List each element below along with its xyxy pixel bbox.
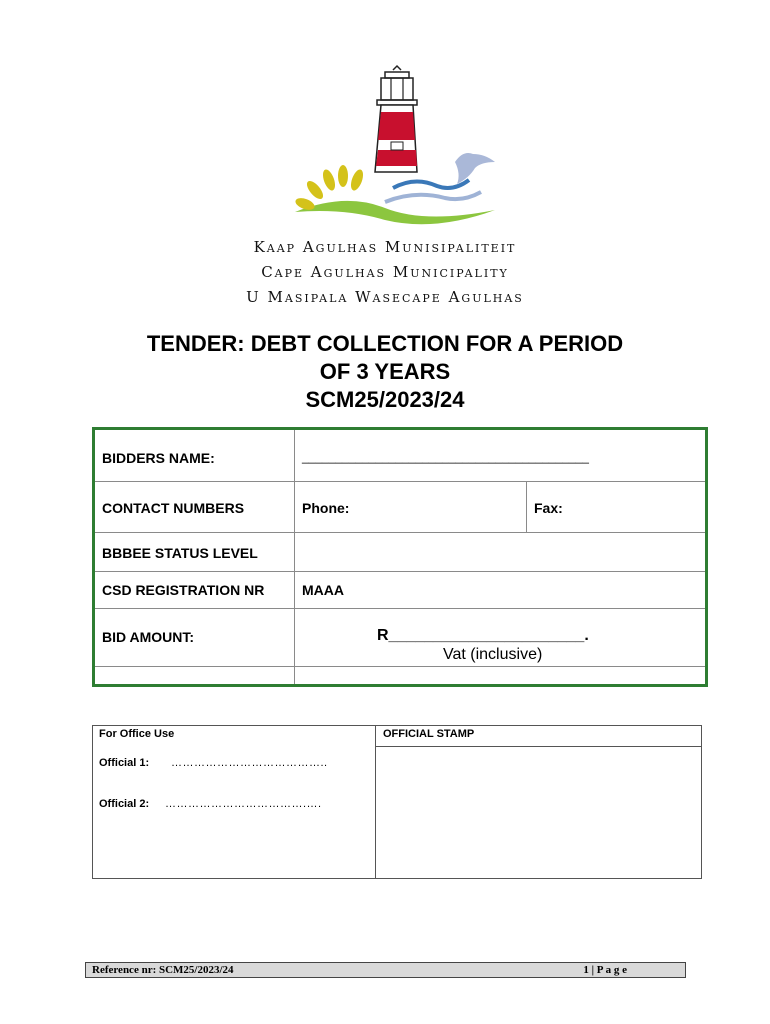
- tender-title-line1: TENDER: DEBT COLLECTION FOR A PERIOD: [146, 331, 624, 356]
- page-number: 1 | P a g e: [583, 964, 627, 976]
- official1-line: …………………………………..: [171, 757, 328, 769]
- vat-inclusive-note: Vat (inclusive): [443, 646, 543, 663]
- municipality-name-xhosa: U Masipala Wasecape Agulhas: [246, 288, 524, 306]
- contact-numbers-row: [95, 482, 705, 533]
- bbbee-status-field[interactable]: [295, 533, 705, 571]
- office-use-header: For Office Use: [99, 728, 175, 740]
- official1-label: Official 1:: [99, 757, 150, 769]
- whale-tail-icon: [455, 153, 495, 184]
- municipality-name-afrikaans: Kaap Agulhas Munisipaliteit: [253, 238, 517, 256]
- bid-amount-field[interactable]: R______________________.: [377, 627, 589, 644]
- lighthouse-top-icon: [393, 66, 401, 70]
- bid-amount-row: [95, 609, 705, 667]
- bid-amount-label: BID AMOUNT:: [102, 629, 195, 645]
- footer-reference: Reference nr: SCM25/2023/24: [92, 964, 234, 976]
- bidders-name-field[interactable]: ___________________________________________: [302, 450, 589, 464]
- contact-numbers-label: CONTACT NUMBERS: [102, 500, 245, 516]
- csd-row: [95, 572, 705, 609]
- bidders-name-row: [95, 430, 705, 482]
- office-use-box: [92, 725, 702, 879]
- fax-field[interactable]: Fax:: [534, 500, 563, 516]
- official2-label: Official 2:: [99, 798, 150, 810]
- tender-title-line2: OF 3 YEARS: [319, 359, 451, 384]
- bidder-details-table: [92, 427, 708, 687]
- official-stamp-header: OFFICIAL STAMP: [383, 728, 475, 740]
- bbbee-status-label: BBBEE STATUS LEVEL: [102, 545, 258, 561]
- phone-field[interactable]: Phone:: [302, 500, 350, 516]
- municipality-logo: [285, 62, 515, 232]
- empty-row: [95, 667, 705, 684]
- official2-line: ……………………………….….: [165, 798, 322, 810]
- municipality-name-english: Cape Agulhas Municipality: [261, 263, 509, 281]
- landscape-icon: [295, 201, 495, 224]
- csd-registration-label: CSD REGISTRATION NR: [102, 582, 265, 598]
- bidders-name-label: BIDDERS NAME:: [102, 450, 215, 466]
- tender-reference: SCM25/2023/24: [305, 387, 465, 412]
- bbbee-row: [95, 533, 705, 572]
- csd-registration-field[interactable]: MAAA: [302, 582, 344, 598]
- page-footer: [85, 962, 686, 978]
